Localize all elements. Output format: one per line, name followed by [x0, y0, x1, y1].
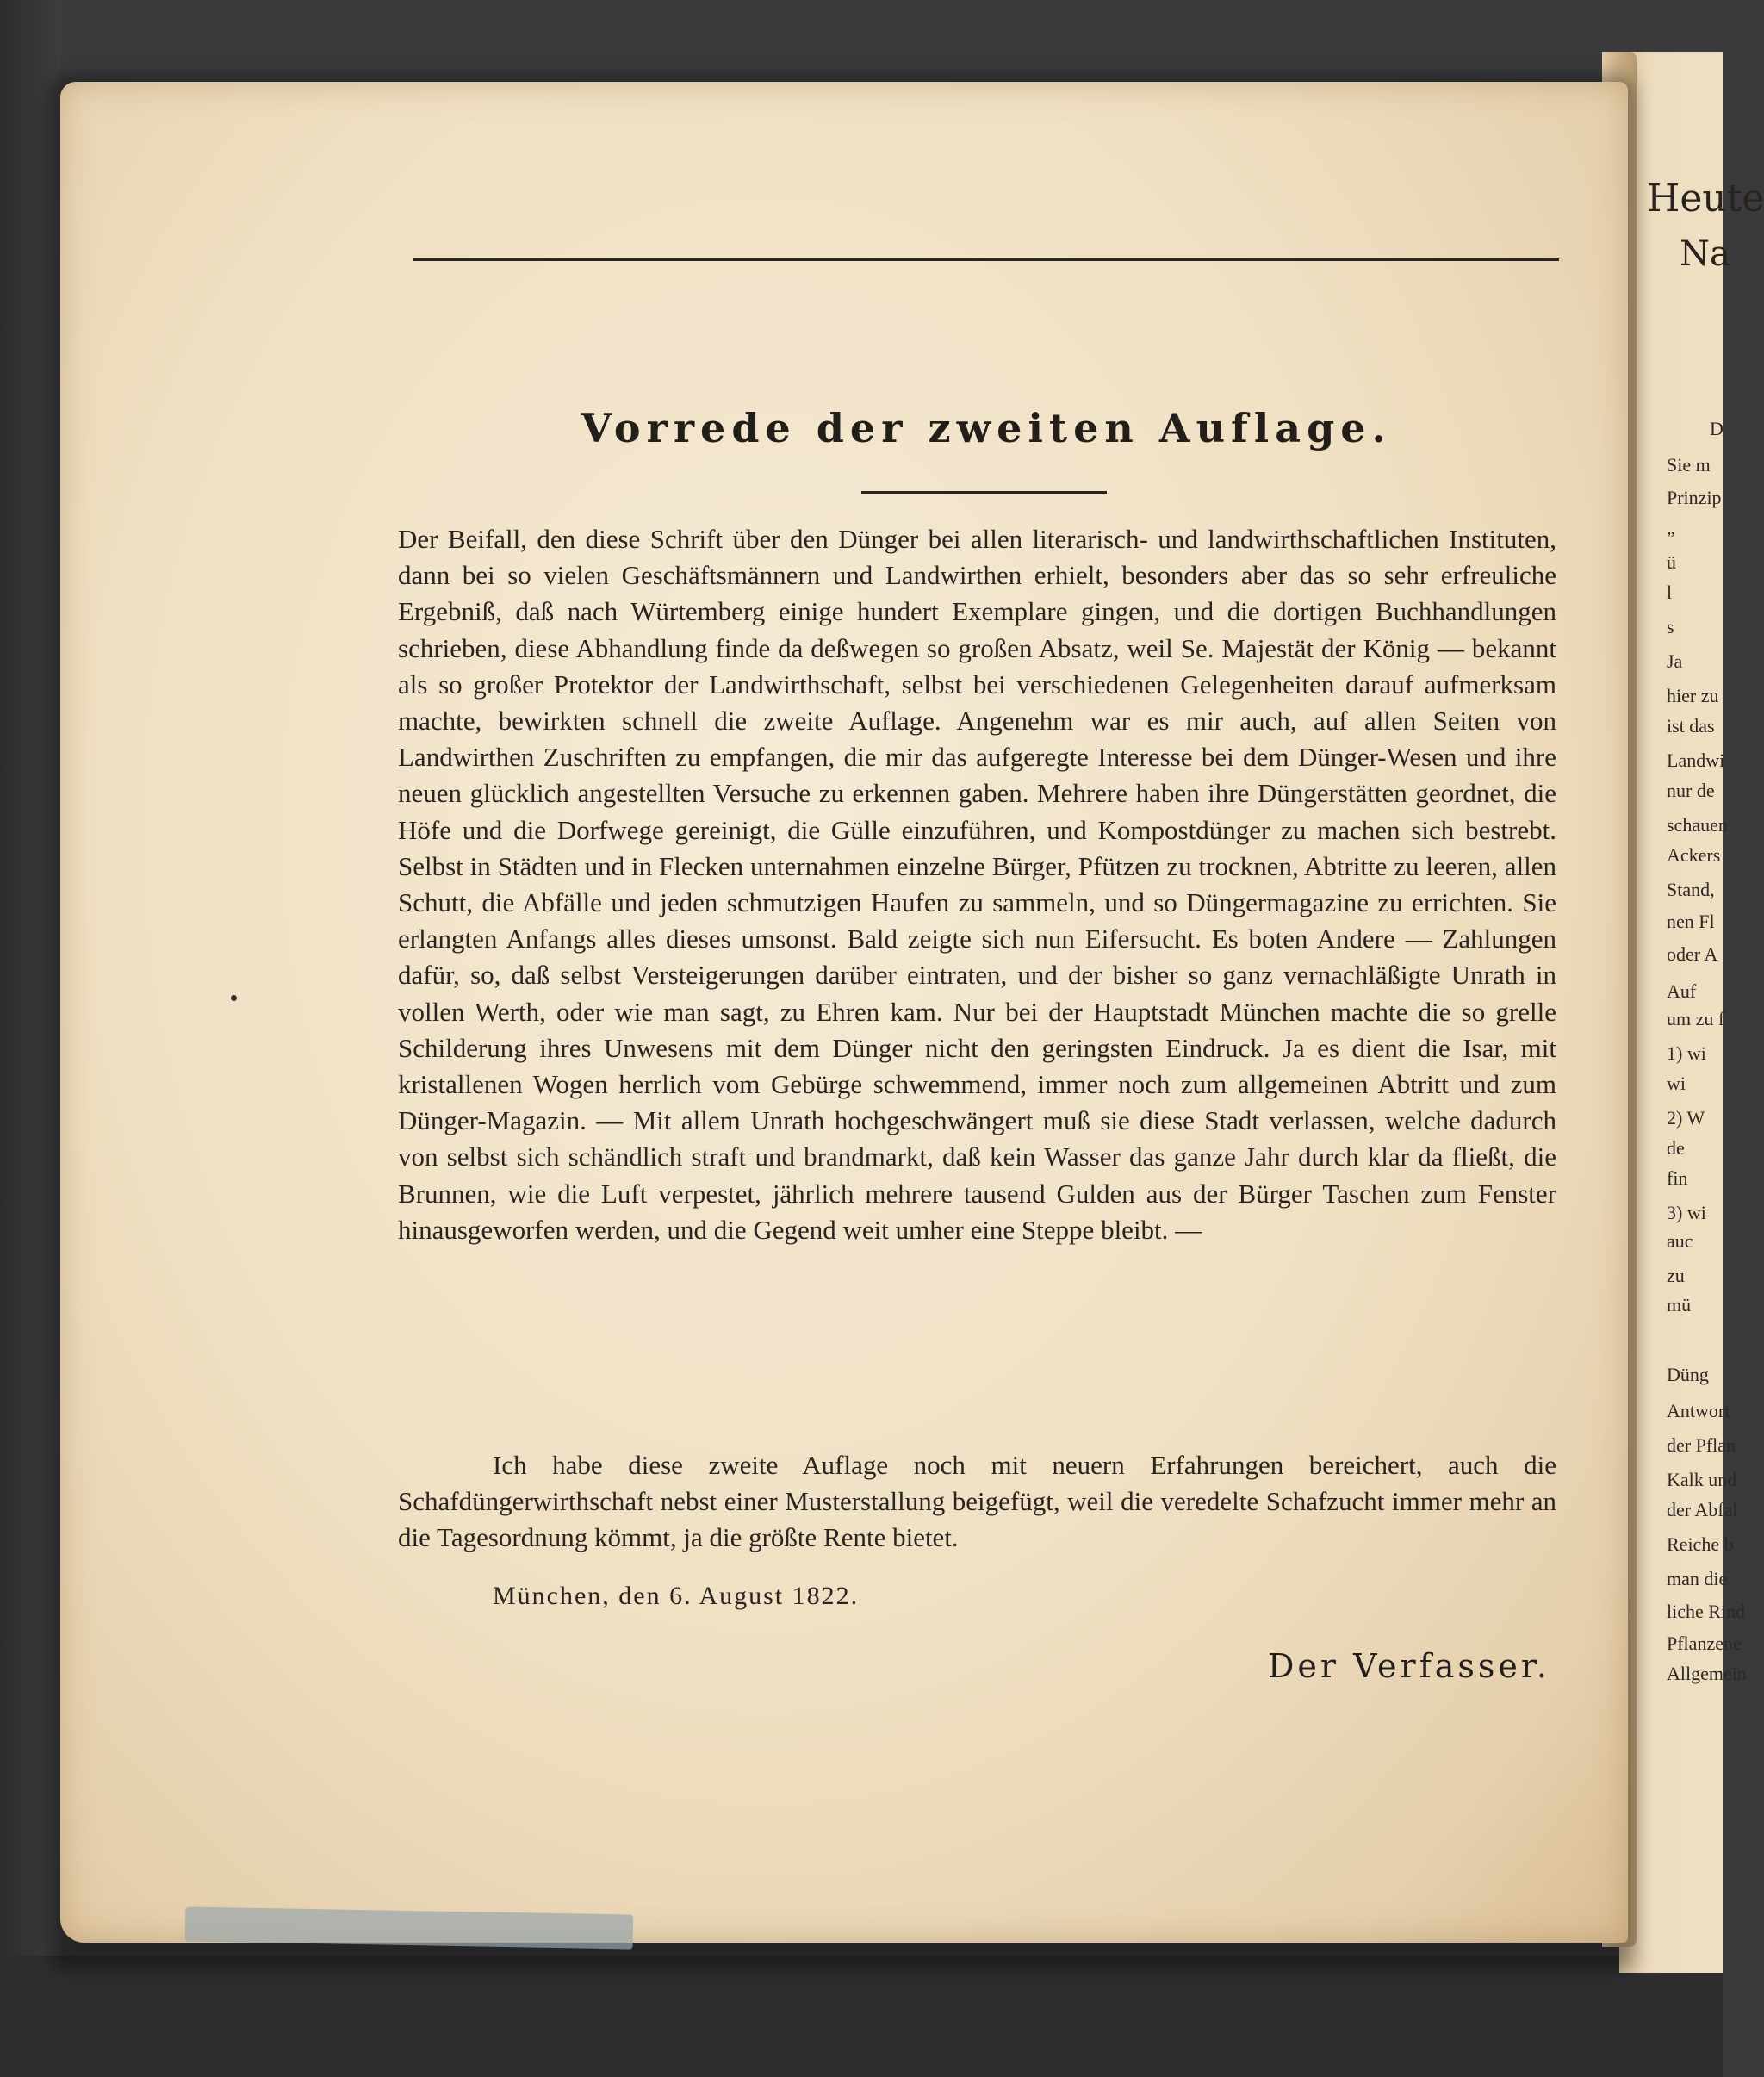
next-page-line: 1) wi: [1667, 1042, 1706, 1064]
next-page-heading: Heute: [1647, 177, 1764, 221]
next-page-line: Allgemein: [1667, 1663, 1747, 1684]
next-page-line: Ackers: [1667, 844, 1721, 866]
next-page-line: auc: [1667, 1230, 1693, 1252]
next-page-line: zu: [1667, 1265, 1685, 1286]
next-page-line: Landwi: [1667, 749, 1725, 771]
next-page-line: 2) W: [1667, 1107, 1705, 1129]
next-page-line: Kalk und: [1667, 1469, 1737, 1490]
next-page-line: oder A: [1667, 943, 1718, 965]
next-page-line: 3) wi: [1667, 1202, 1706, 1223]
next-page-line: wi: [1667, 1073, 1686, 1094]
scan-background-bottom: [0, 1956, 1723, 2077]
header-rule: [413, 258, 1559, 261]
title-rule: [861, 491, 1107, 494]
next-page-line: Düng: [1667, 1364, 1709, 1385]
next-page-line: Ja: [1667, 650, 1683, 672]
next-page-line: Sie m: [1667, 454, 1711, 476]
next-page-line: D: [1710, 418, 1724, 439]
next-page-line: Prinzip: [1667, 487, 1722, 508]
page-title: Vorrede der zweiten Auflage.: [581, 405, 1392, 451]
next-page-line: „: [1667, 517, 1675, 538]
next-page-line: der Abfal: [1667, 1499, 1738, 1520]
next-page-line: ü: [1667, 551, 1676, 573]
signature: Der Verfasser.: [1267, 1647, 1550, 1685]
next-page-line: mü: [1667, 1294, 1692, 1315]
paragraph-2: Ich habe diese zweite Auflage noch mit neuern Erfahrungen bereichert, auch die Schafdüngerwirthschaft nebst einer Musterstallung beigefügt, weil die veredelte Schafzucht immer mehr an die Tagesordnung kömmt, ja die größte Rente bietet.: [398, 1450, 1556, 1553]
next-page-line: liche Rind: [1667, 1601, 1746, 1622]
dateline: München, den 6. August 1822.: [493, 1582, 860, 1610]
next-page-line: man die: [1667, 1568, 1728, 1589]
next-page-line: fin: [1667, 1167, 1688, 1189]
next-page-subheading: Na: [1680, 234, 1730, 274]
next-page-line: de: [1667, 1137, 1685, 1159]
next-page-line: Reiche b: [1667, 1533, 1734, 1555]
next-page-line: nen Fl: [1667, 911, 1715, 932]
next-page-line: der Pflan: [1667, 1434, 1736, 1456]
next-page-line: hier zu: [1667, 685, 1719, 706]
next-page-line: Stand,: [1667, 879, 1715, 900]
next-page-line: l: [1667, 581, 1673, 603]
next-page-line: s: [1667, 616, 1674, 637]
paragraph-1: Der Beifall, den diese Schrift über den Dünger bei allen literarisch- und landwirthschaftlichen Instituten, dann bei so vielen Geschäftsmännern und Landwirthen erhielt, besonders aber das so sehr erfreuliche Ergebniß, daß nach Würtemberg einige hundert Exemplare gingen, und die dortigen Buchhandlungen schrieben, diese Abhandlung finde da deßwegen so großen Absatz, weil Se. Majestät der König — bekannt als so großer Protektor der Landwirthschaft, selbst bei verschiedenen Gelegenheiten darauf aufmerksam machte, bewirkten schnell die zweite Auflage. Angenehm war es mir auch, auf allen Seiten von Landwirthen Zuschriften zu empfangen, die mir das aufgeregte Interesse bei dem Dünger-Wesen und ihre neuen glücklich angestellten Versuche zu erkennen gaben. Mehrere haben ihre Düngerstätten geordnet, die Höfe und die Dorfwege gereinigt, die Gülle einzuführen, und Kompostdünger zu machen sich bestrebt. Selbst in Städten und in Flecken unternahmen einzelne Bürger, Pfützen zu trocknen, Abtritte zu leeren, allen Schutt, die Abfälle und jeden schmutzigen Haufen zu sammeln, und so Düngermagazine zu errichten. Sie erlangten Anfangs alles dieses umsonst. Bald zeigte sich nun Eifersucht. Es boten Andere — Zahlungen dafür, so, daß selbst Versteigerungen darüber eintraten, und der bisher so ganz vernachläßigte Unrath in vollen Werth, oder wie man sagt, zu Ehren kam. Nur bei der Hauptstadt München machte die so grelle Schilderung ihres Unwesens mit dem Dünger nicht den geringsten Eindruck. Ja es dient die Isar, mit kristallenen Wogen herrlich vom Gebürge schwemmend, immer noch zum allgemeinen Abtritt und zum Dünger-Magazin. — Mit allem Unrath hochgeschwängert muß sie diese Stadt verlassen, welche dadurch von selbst sich schändlich straft und brandmarkt, daß kein Wasser das ganze Jahr durch klar da fließt, die Brunnen, wie die Luft verpestet, jährlich mehrere tausend Gulden aus der Bürger Taschen zum Fenster hinausgeworfen werden, und die Gegend weit umher eine Steppe bleibt. —: [398, 524, 1556, 1245]
next-page-line: Auf: [1667, 980, 1697, 1002]
next-page-line: schauen: [1667, 814, 1728, 836]
next-page-line: ist das: [1667, 715, 1715, 737]
ink-spot: [231, 995, 237, 1001]
next-page-line: Antwort: [1667, 1400, 1730, 1421]
next-page-line: um zu f: [1667, 1008, 1725, 1029]
next-page-line: nur de: [1667, 780, 1715, 801]
next-page-line: Pflanzene: [1667, 1632, 1742, 1654]
